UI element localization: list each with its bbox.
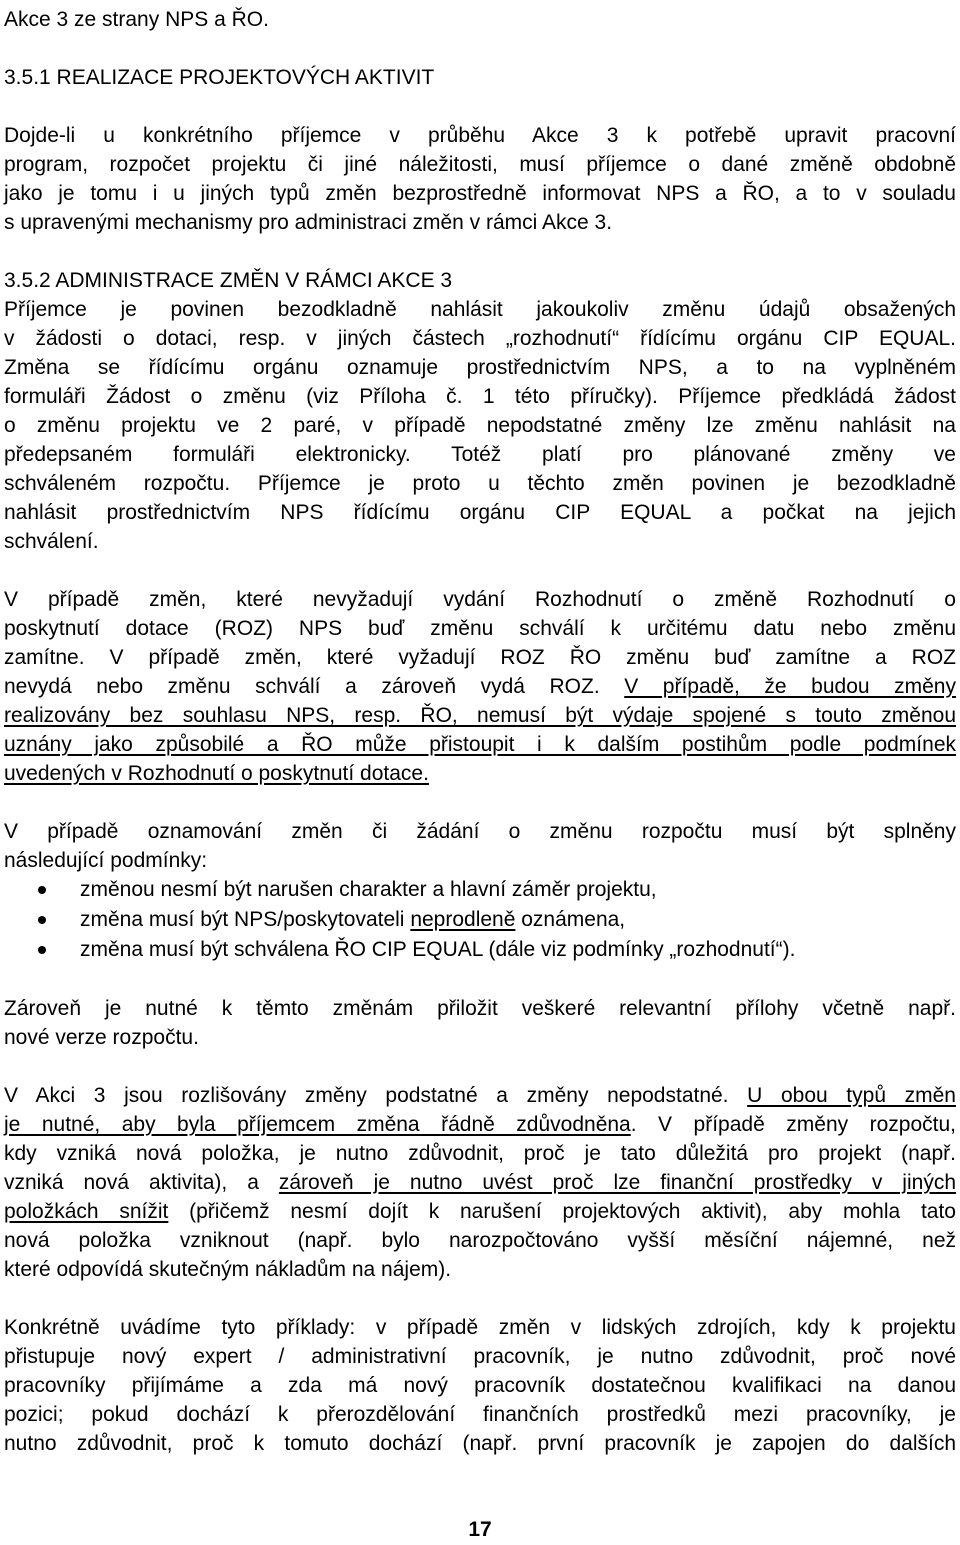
paragraph-line: schváleném rozpočtu. Příjemce je proto u těchto změn povinen je bezodkladně	[4, 472, 956, 495]
document-page	[4, 0, 956, 1545]
bullet-text	[80, 905, 625, 934]
text-run: změna musí být NPS/poskytovateli	[80, 908, 411, 931]
underlined-text: uvedených v Rozhodnutí o poskytnutí dotace.	[4, 762, 429, 785]
text-run: . V případě změny rozpočtu,	[630, 1113, 956, 1136]
paragraph-line: program, rozpočet projektu či jiné náležitosti, musí příjemce o dané změně obdobně	[4, 153, 956, 176]
paragraph-line: nutno zdůvodnit, proč k tomuto dochází (např. první pracovník je zapojen do dalších	[4, 1432, 956, 1455]
underlined-text: zároveň je nutno uvést proč lze finanční prostředky v jiných	[278, 1171, 957, 1194]
page-number: 17	[468, 1518, 492, 1541]
paragraph-line: Změna se řídícímu orgánu oznamuje prostřednictvím NPS, a to na vyplněném	[4, 356, 956, 379]
paragraph-line	[4, 1168, 956, 1197]
paragraph-line: nové verze rozpočtu.	[4, 1026, 199, 1049]
paragraph-line: pozici; pokud dochází k přerozdělování finančních prostředků mezi pracovníky, je	[4, 1403, 956, 1426]
section-heading-3-5-1: 3.5.1 REALIZACE PROJEKTOVÝCH AKTIVIT	[4, 66, 435, 89]
paragraph-line	[4, 672, 956, 701]
bullet-icon	[38, 886, 46, 894]
section-heading-3-5-2: 3.5.2 ADMINISTRACE ZMĚN V RÁMCI AKCE 3	[4, 269, 453, 292]
paragraph-line: s upravenými mechanismy pro administraci změn v rámci Akce 3.	[4, 211, 613, 234]
paragraph-line: pracovníky přijímáme a zda má nový pracovník dostatečnou kvalifikaci na danou	[4, 1374, 956, 1397]
underlined-text: uznány jako způsobilé a ŘO může přistoupit i k dalším postihům podle podmínek	[4, 733, 956, 756]
paragraph-line: předepsaném formuláři elektronicky. Totéž platí pro plánované změny ve	[4, 443, 956, 466]
paragraph-line: poskytnutí dotace (ROZ) NPS buď změnu schválí k určitému datu nebo změnu	[4, 617, 956, 640]
paragraph-line	[4, 1110, 956, 1139]
text-run: V Akci 3 jsou rozlišovány změny podstatné a změny nepodstatné.	[4, 1084, 748, 1107]
paragraph-line: V případě změn, které nevyžadují vydání Rozhodnutí o změně Rozhodnutí o	[4, 588, 956, 611]
intro-line: Akce 3 ze strany NPS a ŘO.	[4, 8, 269, 31]
underlined-text: je nutné, aby byla příjemcem změna řádně zdůvodněna	[4, 1113, 631, 1136]
paragraph-line: o změnu projektu ve 2 paré, v případě nepodstatné změny lze změnu nahlásit na	[4, 414, 956, 437]
paragraph-line: kdy vzniká nová položka, je nutno zdůvodnit, proč je tato důležitá pro projekt (např.	[4, 1142, 956, 1165]
underlined-text: U obou typů změn	[747, 1084, 956, 1107]
paragraph-line: které odpovídá skutečným nákladům na nájem).	[4, 1258, 452, 1281]
text-run: oznámena,	[515, 908, 626, 931]
bullet-list-item	[4, 875, 956, 904]
text-run: vzniká nová aktivita), a	[4, 1171, 279, 1194]
paragraph-line: zamítne. V případě změn, které vyžadují ROZ ŘO změnu buď zamítne a ROZ	[4, 646, 956, 669]
paragraph-line: přistupuje nový expert / administrativní pracovník, je nutno zdůvodnit, proč nové	[4, 1345, 956, 1368]
paragraph-line: jako je tomu i u jiných typů změn bezprostředně informovat NPS a ŘO, a to v souladu	[4, 182, 956, 205]
bullet-text: změna musí být schválena ŘO CIP EQUAL (dále viz podmínky „rozhodnutí“).	[80, 938, 796, 961]
bullet-list-item	[4, 905, 956, 934]
underlined-text: neprodleně	[410, 908, 516, 931]
text-run: nevydá nebo změnu schválí a zároveň vydá ROZ.	[4, 675, 625, 698]
bullet-icon	[38, 946, 46, 954]
paragraph-line: nahlásit prostřednictvím NPS řídícímu orgánu CIP EQUAL a počkat na jejich	[4, 501, 956, 524]
bullet-list-item	[4, 935, 956, 964]
paragraph-line: v žádosti o dotaci, resp. v jiných částech „rozhodnutí“ řídícímu orgánu CIP EQUAL.	[4, 327, 956, 350]
paragraph-line: Dojde-li u konkrétního příjemce v průběhu Akce 3 k potřebě upravit pracovní	[4, 124, 956, 147]
paragraph-line: Příjemce je povinen bezodkladně nahlásit jakoukoliv změnu údajů obsažených	[4, 298, 956, 321]
paragraph-line: schválení.	[4, 530, 99, 553]
bullet-icon	[38, 916, 46, 924]
paragraph-line: formuláři Žádost o změnu (viz Příloha č. 1 této příručky). Příjemce předkládá žádost	[4, 385, 956, 408]
paragraph-line	[4, 1081, 956, 1110]
underlined-text: položkách snížit	[4, 1200, 169, 1223]
paragraph-line	[4, 1197, 956, 1226]
underlined-text: realizovány bez souhlasu NPS, resp. ŘO, nemusí být výdaje spojené s touto změnou	[4, 704, 956, 727]
underlined-text: V případě, že budou změny	[624, 675, 956, 698]
paragraph-line: Konkrétně uvádíme tyto příklady: v případě změn v lidských zdrojích, kdy k projektu	[4, 1316, 956, 1339]
bullet-text: změnou nesmí být narušen charakter a hlavní záměr projektu,	[80, 878, 657, 901]
paragraph-line: V případě oznamování změn či žádání o změnu rozpočtu musí být splněny	[4, 820, 956, 843]
text-run: (přičemž nesmí dojít k narušení projektových aktivit), aby mohla tato	[168, 1200, 956, 1223]
paragraph-line: následující podmínky:	[4, 849, 208, 872]
paragraph-line	[4, 759, 956, 788]
paragraph-line: Zároveň je nutné k těmto změnám přiložit veškeré relevantní přílohy včetně např.	[4, 997, 956, 1020]
paragraph-line: nová položka vzniknout (např. bylo narozpočtováno vyšší měsíční nájemné, než	[4, 1229, 956, 1252]
